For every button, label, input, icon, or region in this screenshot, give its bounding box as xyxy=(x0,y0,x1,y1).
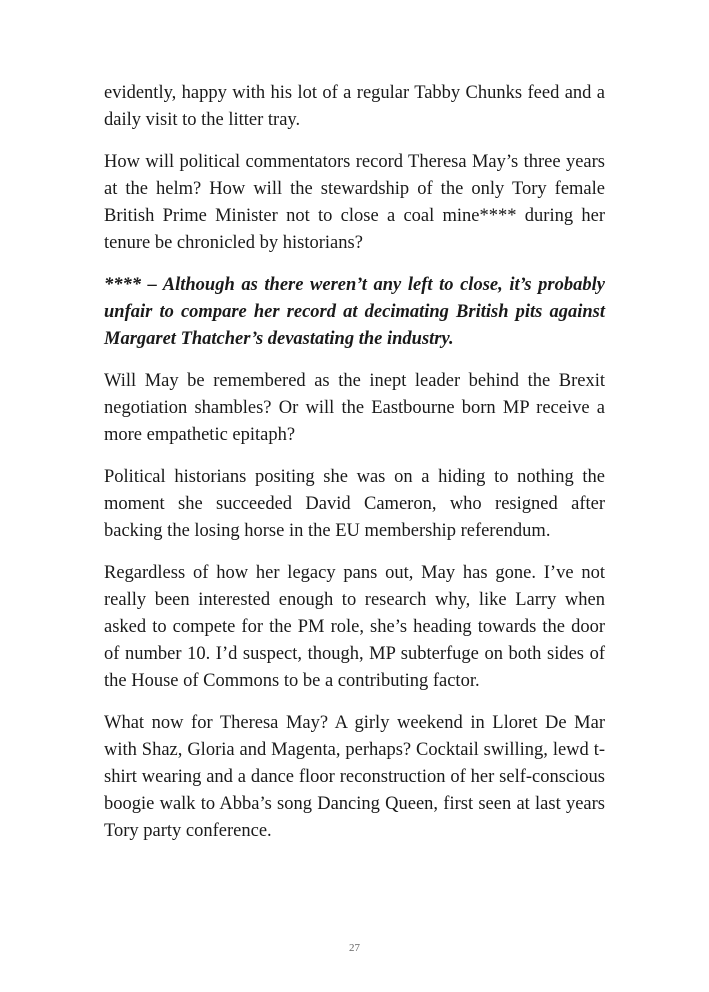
paragraph-legacy: Regardless of how her legacy pans out, May has gone. I’ve not really been interested enough to research why, like Larry when asked to compete for the PM role, she’s heading towards the door of number 10. I’d suspect, though, MP subterfuge on both sides of the House of Commons to be a contributing factor. xyxy=(104,563,605,691)
page-number: 27 xyxy=(349,942,360,954)
paragraph-what-now: What now for Theresa May? A girly weekend in Lloret De Mar with Shaz, Gloria and Magenta, perhaps? Cocktail swilling, lewd t-shirt wearing and a dance floor reconstruction of her self-conscious boogie walk to Abba’s song Dancing Queen, first seen at last years Tory party conference. xyxy=(104,713,605,841)
page-body xyxy=(104,80,605,860)
paragraph-historians: Political historians positing she was on a hiding to nothing the moment she succeeded David Cameron, who resigned after backing the losing horse in the EU membership referendum. xyxy=(104,467,605,541)
paragraph-larry-continued: evidently, happy with his lot of a regular Tabby Chunks feed and a daily visit to the litter tray. xyxy=(104,83,605,130)
paragraph-commentators: How will political commentators record Theresa May’s three years at the helm? How will the stewardship of the only Tory female British Prime Minister not to close a coal mine**** during her tenure be chronicled by historians? xyxy=(104,152,605,253)
paragraph-brexit: Will May be remembered as the inept leader behind the Brexit negotiation shambles? Or will the Eastbourne born MP receive a more empathetic epitaph? xyxy=(104,371,605,445)
footnote-coal-mines: **** – Although as there weren’t any left to close, it’s probably unfair to compare her record at decimating British pits against Margaret Thatcher’s devastating the industry. xyxy=(104,275,605,349)
